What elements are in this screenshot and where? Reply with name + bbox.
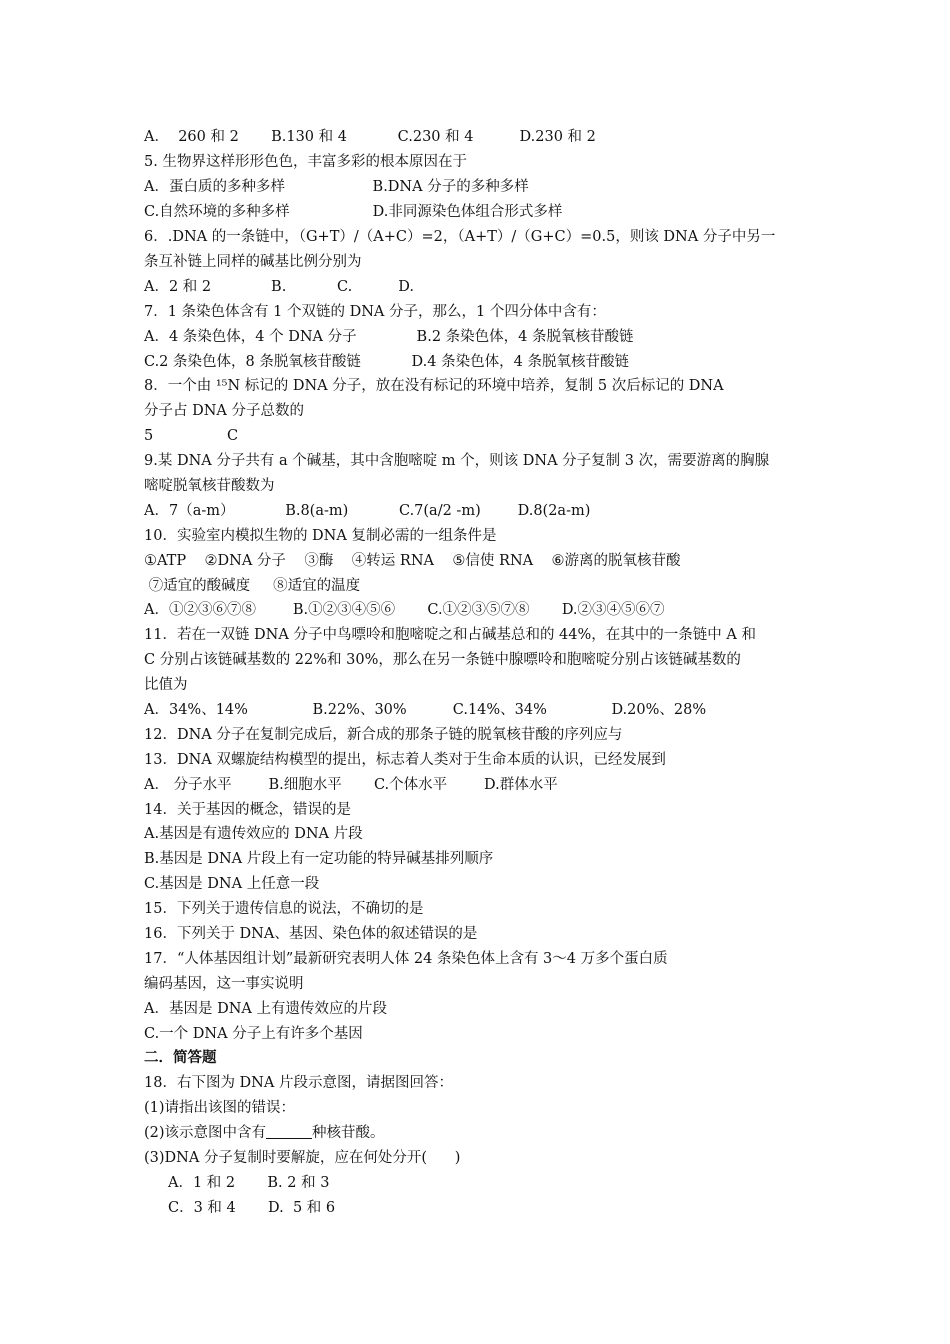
section-title: 二．简答题	[144, 1050, 217, 1066]
text-line: 15．下列关于遗传信息的说法，不确切的是	[144, 901, 424, 917]
question-18-stem: 18．右下图为 DNA 片段示意图，请据图回答：	[144, 1075, 453, 1091]
question-18-options-cd: C．3 和 4 D. 5 和 6	[168, 1200, 336, 1216]
text-line: 条互补链上同样的碱基比例分别为	[144, 254, 362, 270]
text-line: 17．“人体基因组计划”最新研究表明人体 24 条染色体上含有 3～4 万多个蛋白质	[144, 951, 668, 967]
text-line: 11．若在一双链 DNA 分子中鸟嘌呤和胞嘧啶之和占碱基总和的 44%，在其中的一条链中 A 和	[144, 627, 756, 643]
text-line: ⑦适宜的酸碱度 ⑧适宜的温度	[144, 578, 361, 594]
text-line: A． 分子水平 B.细胞水平 C.个体水平 D.群体水平	[144, 777, 558, 793]
text-line: A．①②③⑥⑦⑧ B.①②③④⑤⑥ C.①②③⑤⑦⑧ D.②③④⑤⑥⑦	[144, 602, 665, 618]
question-18-sub3: (3)DNA 分子复制时要解旋，应在何处分开( )	[144, 1150, 461, 1166]
text-line: 5 C	[144, 428, 239, 444]
text-line: C.自然环境的多种多样 D.非同源染色体组合形式多样	[144, 204, 563, 220]
text-line: 6．.DNA 的一条链中，（G+T）/（A+C）=2，（A+T）/（G+C）=0.5，则该 DNA 分子中另一	[144, 229, 776, 245]
text-line: B.基因是 DNA 片段上有一定功能的特异碱基排列顺序	[144, 851, 494, 867]
text-line: 8．一个由 ¹⁵N 标记的 DNA 分子，放在没有标记的环境中培养，复制 5 次后标记的 DNA	[144, 378, 724, 394]
text-line: C 分别占该链碱基数的 22%和 30%，那么在另一条链中腺嘌呤和胞嘧啶分别占该链碱基数的	[144, 652, 741, 668]
text-line: A．2 和 2 B. C. D.	[144, 279, 415, 295]
text-line: 5. 生物界这样形形色色，丰富多彩的根本原因在于	[144, 154, 467, 170]
text-line: A． 260 和 2 B.130 和 4 C.230 和 4 D.230 和 2	[144, 129, 596, 145]
text-line: 分子占 DNA 分子总数的	[144, 403, 305, 419]
text-line: 13．DNA 双螺旋结构模型的提出，标志着人类对于生命本质的认识，已经发展到	[144, 752, 666, 768]
sub2-before-text: (2)该示意图中含有	[144, 1125, 267, 1141]
text-line: A.基因是有遗传效应的 DNA 片段	[144, 826, 363, 842]
text-line: 12．DNA 分子在复制完成后，新合成的那条子链的脱氧核苷酸的序列应与	[144, 727, 623, 743]
question-18-sub2	[144, 1123, 385, 1143]
text-line: C.一个 DNA 分子上有许多个基因	[144, 1026, 363, 1042]
text-line: 16．下列关于 DNA、基因、染色体的叙述错误的是	[144, 926, 478, 942]
text-line: ①ATP ②DNA 分子 ③酶 ④转运 RNA ⑤信使 RNA ⑥游离的脱氧核苷酸	[144, 553, 681, 569]
text-line: C.2 条染色体，8 条脱氧核苷酸链 D.4 条染色体，4 条脱氧核苷酸链	[144, 354, 629, 370]
text-line: 编码基因，这一事实说明	[144, 976, 304, 992]
text-line: A．7（a-m） B.8(a-m) C.7(a/2 -m) D.8(2a-m)	[144, 503, 591, 519]
question-18-sub1: (1)请指出该图的错误：	[144, 1100, 296, 1116]
text-line: A．4 条染色体，4 个 DNA 分子 B.2 条染色体，4 条脱氧核苷酸链	[144, 329, 634, 345]
question-18-options-ab: A．1 和 2 B. 2 和 3	[168, 1175, 330, 1191]
text-line: 14．关于基因的概念，错误的是	[144, 802, 351, 818]
text-line: 10．实验室内模拟生物的 DNA 复制必需的一组条件是	[144, 528, 497, 544]
text-line: 比值为	[144, 677, 188, 693]
text-line: A．基因是 DNA 上有遗传效应的片段	[144, 1001, 387, 1017]
text-line: A．34%、14% B.22%、30% C.14%、34% D.20%、28%	[144, 702, 707, 718]
text-line: 9.某 DNA 分子共有 a 个碱基，其中含胞嘧啶 m 个，则该 DNA 分子复制 3 次，需要游离的胸腺	[144, 453, 770, 469]
text-line: 嘧啶脱氧核苷酸数为	[144, 478, 275, 494]
text-line: 7．1 条染色体含有 1 个双链的 DNA 分子，那么，1 个四分体中含有：	[144, 304, 606, 320]
answer-blank[interactable]	[266, 1124, 312, 1139]
sub2-after-text: 种核苷酸。	[312, 1125, 385, 1141]
text-line: A．蛋白质的多种多样 B.DNA 分子的多种多样	[144, 179, 529, 195]
text-line: C.基因是 DNA 上任意一段	[144, 876, 320, 892]
